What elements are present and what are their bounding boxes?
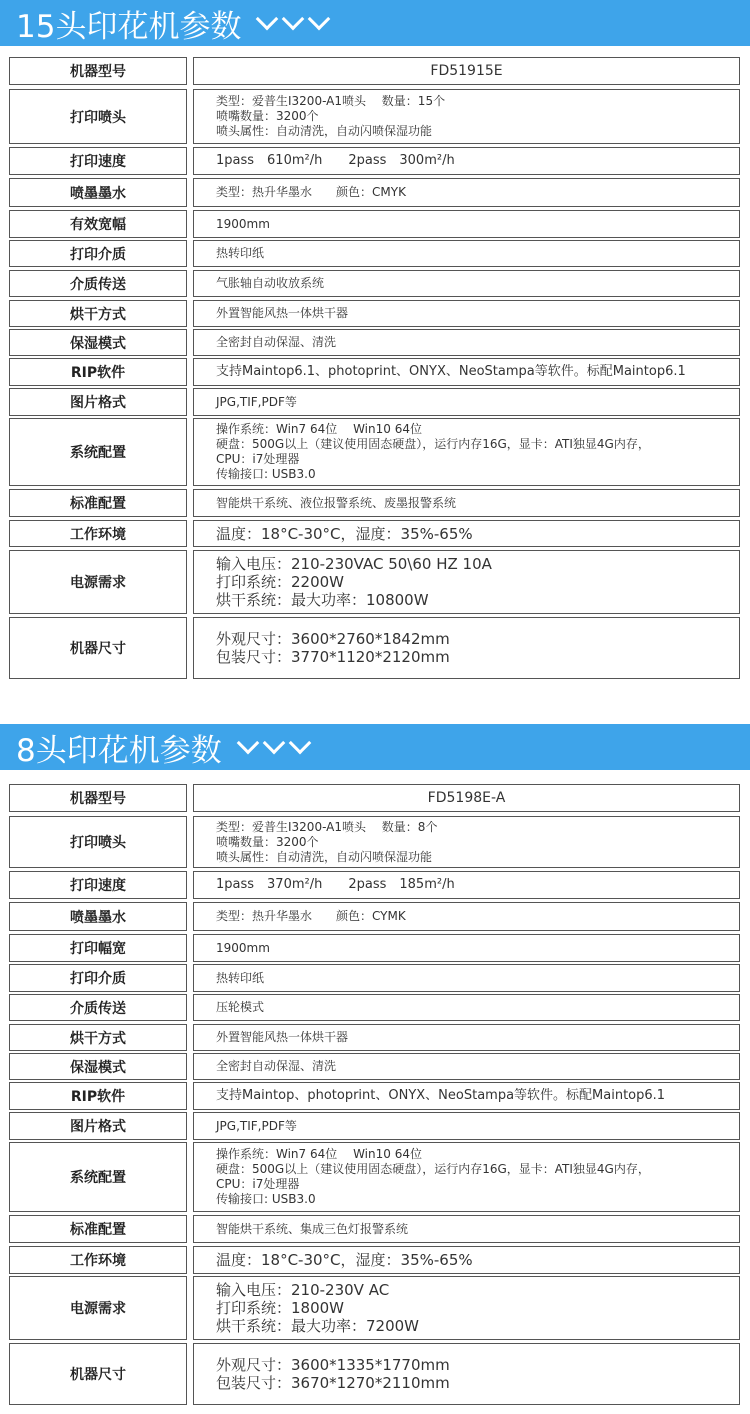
value-line: 包装尺寸：3770*1120*2120mm (216, 648, 450, 666)
value-line: 喷嘴数量：3200个 (216, 109, 319, 123)
table-row (9, 388, 740, 416)
value-line: 1900mm (216, 940, 270, 955)
row-label: 喷墨墨水 (9, 902, 187, 931)
row-value (193, 871, 740, 899)
value-line: 1pass 370m²/h 2pass 185m²/h (216, 877, 455, 892)
table-row (9, 520, 740, 547)
table-row (9, 617, 740, 679)
table-row (9, 871, 740, 899)
row-value (193, 1215, 740, 1243)
value-line: 外置智能风热一体烘干器 (216, 1030, 349, 1044)
chevron-down-icon (236, 732, 259, 755)
value-line: 烘干系统：最大功率：10800W (216, 591, 429, 609)
value-line: 操作系统：Win7 64位 Win10 64位 (216, 1147, 422, 1161)
row-label: 保湿模式 (9, 1053, 187, 1080)
table-row (9, 489, 740, 517)
value-line: 全密封自动保湿、清洗 (216, 1059, 337, 1073)
value-line: 硬盘：500G以上（建议使用固态硬盘），运行内存16G，显卡：ATI独显4G内存， (216, 437, 650, 451)
table-row (9, 1053, 740, 1080)
table-row (9, 147, 740, 175)
table-row (9, 300, 740, 327)
chevron-down-icon (288, 732, 311, 755)
row-label: 工作环境 (9, 520, 187, 547)
value-line: 外置智能风热一体烘干器 (216, 306, 349, 320)
row-label: 机器尺寸 (9, 617, 187, 679)
chevron-down-icon-group (240, 743, 308, 751)
row-value (193, 300, 740, 327)
value-line: JPG,TIF,PDF等 (216, 394, 297, 409)
value-line: JPG,TIF,PDF等 (216, 1118, 297, 1133)
value-line: 喷嘴数量：3200个 (216, 834, 319, 849)
row-label: 介质传送 (9, 270, 187, 297)
row-label: 烘干方式 (9, 300, 187, 327)
table-row (9, 902, 740, 931)
row-label: 打印幅宽 (9, 934, 187, 962)
row-value (193, 1343, 740, 1405)
row-value (193, 89, 740, 144)
value-line: 喷头属性：自动清洗，自动闪喷保湿功能 (216, 849, 433, 864)
value-line: 打印系统：2200W (216, 573, 345, 591)
row-label: RIP软件 (9, 1082, 187, 1110)
value-line: FD5198E-A (427, 790, 506, 806)
row-label: RIP软件 (9, 358, 187, 386)
value-line: CPU：i7处理器 (216, 452, 300, 466)
row-value (193, 816, 740, 868)
value-line: 烘干系统：最大功率：7200W (216, 1317, 420, 1335)
value-line: 打印系统：1800W (216, 1299, 345, 1317)
table-row (9, 178, 740, 207)
row-label: 打印喷头 (9, 89, 187, 144)
table-row (9, 1343, 740, 1405)
table-row (9, 934, 740, 962)
value-line: 1900mm (216, 216, 270, 231)
row-label: 机器型号 (9, 57, 187, 85)
row-label: 机器型号 (9, 784, 187, 812)
value-line: 类型：热升华墨水 颜色：CMYK (216, 185, 406, 199)
row-value (193, 550, 740, 614)
value-line: 气胀轴自动收放系统 (216, 276, 325, 290)
value-line: 硬盘：500G以上（建议使用固态硬盘），运行内存16G，显卡：ATI独显4G内存， (216, 1162, 650, 1176)
value-line: 压轮模式 (216, 1000, 265, 1014)
section-title: 8头印花机参数 (16, 732, 222, 769)
table-row (9, 89, 740, 144)
row-label: 图片格式 (9, 1112, 187, 1140)
row-label: 图片格式 (9, 388, 187, 416)
row-value (193, 784, 740, 812)
chevron-down-icon (262, 732, 285, 755)
table-row (9, 210, 740, 238)
chevron-down-icon (308, 8, 331, 31)
row-value (193, 902, 740, 931)
row-label: 打印速度 (9, 147, 187, 175)
chevron-down-icon (256, 8, 279, 31)
row-value (193, 178, 740, 207)
row-value (193, 240, 740, 267)
value-line: 传输接口: USB3.0 (216, 467, 316, 481)
row-label: 打印介质 (9, 240, 187, 267)
row-value (193, 1276, 740, 1340)
table-row (9, 240, 740, 267)
table-row (9, 418, 740, 486)
row-value (193, 1112, 740, 1140)
row-value (193, 934, 740, 962)
value-line: 热转印纸 (216, 246, 265, 260)
value-line: 智能烘干系统、集成三色灯报警系统 (216, 1221, 409, 1236)
value-line: 输入电压：210-230VAC 50\60 HZ 10A (216, 555, 492, 573)
row-label: 烘干方式 (9, 1024, 187, 1051)
row-label: 电源需求 (9, 550, 187, 614)
row-value (193, 1142, 740, 1212)
value-line: 外观尺寸：3600*1335*1770mm (216, 1356, 450, 1374)
table-row (9, 994, 740, 1021)
chevron-down-icon (282, 8, 305, 31)
table-row (9, 57, 740, 85)
table-row (9, 1112, 740, 1140)
table-row (9, 1082, 740, 1110)
row-label: 机器尺寸 (9, 1343, 187, 1405)
value-line: 智能烘干系统、液位报警系统、废墨报警系统 (216, 495, 457, 510)
row-value (193, 57, 740, 85)
value-line: 支持Maintop、photoprint、ONYX、NeoStampa等软件。标配Maintop6.1 (216, 1088, 666, 1103)
row-label: 系统配置 (9, 418, 187, 486)
row-label: 电源需求 (9, 1276, 187, 1340)
table-row (9, 1276, 740, 1340)
value-line: FD51915E (430, 63, 503, 79)
table-row (9, 964, 740, 992)
row-value (193, 489, 740, 517)
row-label: 标准配置 (9, 1215, 187, 1243)
value-line: 输入电压：210-230V AC (216, 1281, 390, 1299)
section-title: 15头印花机参数 (16, 8, 242, 45)
value-line: 类型：爱普生I3200-A1喷头 数量：15个 (216, 94, 446, 108)
section-banner (0, 0, 750, 46)
table-row (9, 329, 740, 356)
row-value (193, 617, 740, 679)
row-value (193, 1024, 740, 1051)
row-value (193, 1082, 740, 1110)
row-value (193, 270, 740, 297)
row-value (193, 418, 740, 486)
row-value (193, 1246, 740, 1274)
table-row (9, 550, 740, 614)
row-label: 喷墨墨水 (9, 178, 187, 207)
value-line: 传输接口: USB3.0 (216, 1192, 316, 1206)
table-row (9, 1246, 740, 1274)
chevron-down-icon-group (259, 19, 327, 27)
row-value (193, 147, 740, 175)
value-line: 操作系统：Win7 64位 Win10 64位 (216, 422, 422, 436)
table-row (9, 1142, 740, 1212)
value-line: 温度：18°C-30°C，湿度：35%-65% (216, 524, 473, 543)
row-value (193, 358, 740, 386)
row-label: 保湿模式 (9, 329, 187, 356)
row-value (193, 329, 740, 356)
row-value (193, 388, 740, 416)
row-value (193, 210, 740, 238)
value-line: 支持Maintop6.1、photoprint、ONYX、NeoStampa等软件。标配Maintop6.1 (216, 364, 686, 379)
value-line: 1pass 610m²/h 2pass 300m²/h (216, 153, 455, 168)
table-row (9, 816, 740, 868)
value-line: 全密封自动保湿、清洗 (216, 335, 337, 349)
row-label: 打印速度 (9, 871, 187, 899)
value-line: 包装尺寸：3670*1270*2110mm (216, 1374, 450, 1392)
table-row (9, 784, 740, 812)
section-banner (0, 724, 750, 770)
table-row (9, 1215, 740, 1243)
row-value (193, 520, 740, 547)
row-label: 标准配置 (9, 489, 187, 517)
row-value (193, 994, 740, 1021)
value-line: CPU：i7处理器 (216, 1177, 300, 1191)
value-line: 热转印纸 (216, 970, 265, 985)
value-line: 外观尺寸：3600*2760*1842mm (216, 630, 450, 648)
row-label: 打印喷头 (9, 816, 187, 868)
row-label: 打印介质 (9, 964, 187, 992)
row-label: 工作环境 (9, 1246, 187, 1274)
table-row (9, 1024, 740, 1051)
table-row (9, 358, 740, 386)
table-row (9, 270, 740, 297)
value-line: 温度：18°C-30°C，湿度：35%-65% (216, 1251, 473, 1269)
row-value (193, 964, 740, 992)
value-line: 类型：热升华墨水 颜色：CYMK (216, 909, 406, 923)
row-label: 系统配置 (9, 1142, 187, 1212)
row-label: 介质传送 (9, 994, 187, 1021)
row-label: 有效宽幅 (9, 210, 187, 238)
value-line: 类型：爱普生I3200-A1喷头 数量：8个 (216, 819, 438, 834)
row-value (193, 1053, 740, 1080)
value-line: 喷头属性：自动清洗，自动闪喷保湿功能 (216, 124, 433, 138)
